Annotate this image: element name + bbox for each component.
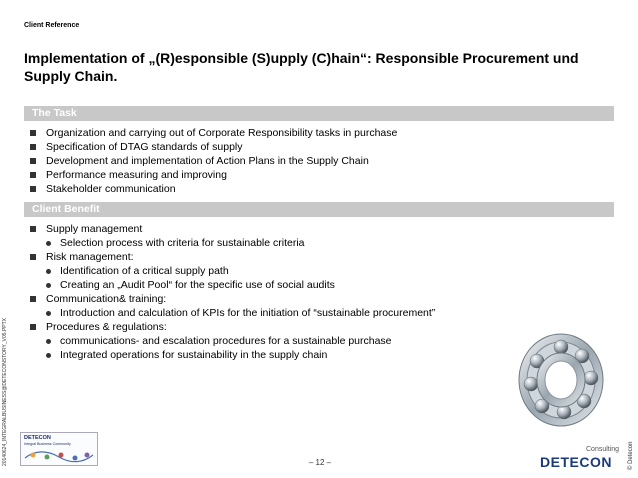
task-item: Organization and carrying out of Corporate Responsibility tasks in purchase (30, 126, 397, 140)
client-benefit-heading-bar: Client Benefit (24, 202, 614, 217)
task-heading-bar: The Task (24, 106, 614, 121)
page-number: – 12 – (308, 458, 332, 467)
square-bullet-icon (30, 144, 36, 150)
copyright-label: © Detecon (628, 441, 634, 470)
round-bullet-icon (46, 283, 51, 288)
task-item: Stakeholder communication (30, 182, 397, 196)
square-bullet-icon (30, 158, 36, 164)
task-item: Specification of DTAG standards of supply (30, 140, 397, 154)
integral-business-community-logo: DETECON Integral Business Community (20, 432, 98, 466)
square-bullet-icon (30, 186, 36, 192)
benefit-subitem: Selection process with criteria for sustainable criteria (30, 236, 435, 250)
round-bullet-icon (46, 339, 51, 344)
benefit-item: Procedures & regulations: (30, 320, 435, 334)
round-bullet-icon (46, 353, 51, 358)
benefit-subitem: Identification of a critical supply path (30, 264, 435, 278)
square-bullet-icon (30, 172, 36, 178)
round-bullet-icon (46, 311, 51, 316)
community-figures-icon (23, 448, 95, 464)
benefit-item: Communication& training: (30, 292, 435, 306)
square-bullet-icon (30, 130, 36, 136)
benefit-item: Supply management (30, 222, 435, 236)
square-bullet-icon (30, 226, 36, 232)
benefit-subitem: Introduction and calculation of KPIs for the initiation of “sustainable procurement” (30, 306, 435, 320)
task-list (30, 126, 397, 196)
task-item: Performance measuring and improving (30, 168, 397, 182)
task-item: Development and implementation of Action Plans in the Supply Chain (30, 154, 397, 168)
slide-title: Implementation of „(R)esponsible (S)upply (C)hain“: Responsible Procurement und Supply Chain. (24, 50, 579, 84)
square-bullet-icon (30, 296, 36, 302)
round-bullet-icon (46, 241, 51, 246)
round-bullet-icon (46, 269, 51, 274)
benefit-subitem: Integrated operations for sustainability in the supply chain (30, 348, 435, 362)
square-bullet-icon (30, 324, 36, 330)
benefit-list (30, 222, 435, 362)
benefit-item: Risk management: (30, 250, 435, 264)
consulting-label: Consulting (586, 446, 620, 453)
detecon-logo: DETECON (540, 454, 612, 470)
benefit-subitem: Creating an „Audit Pool“ for the specific use of social audits (30, 278, 435, 292)
client-reference-label: Client Reference (24, 22, 80, 29)
file-name-label: 20140624_INTEGRALBUSINESS@DETECONSTORY_V05.PPTX (2, 317, 8, 466)
square-bullet-icon (30, 254, 36, 260)
ball-bearing-image (512, 326, 610, 430)
benefit-subitem: communications- and escalation procedures for a sustainable purchase (30, 334, 435, 348)
